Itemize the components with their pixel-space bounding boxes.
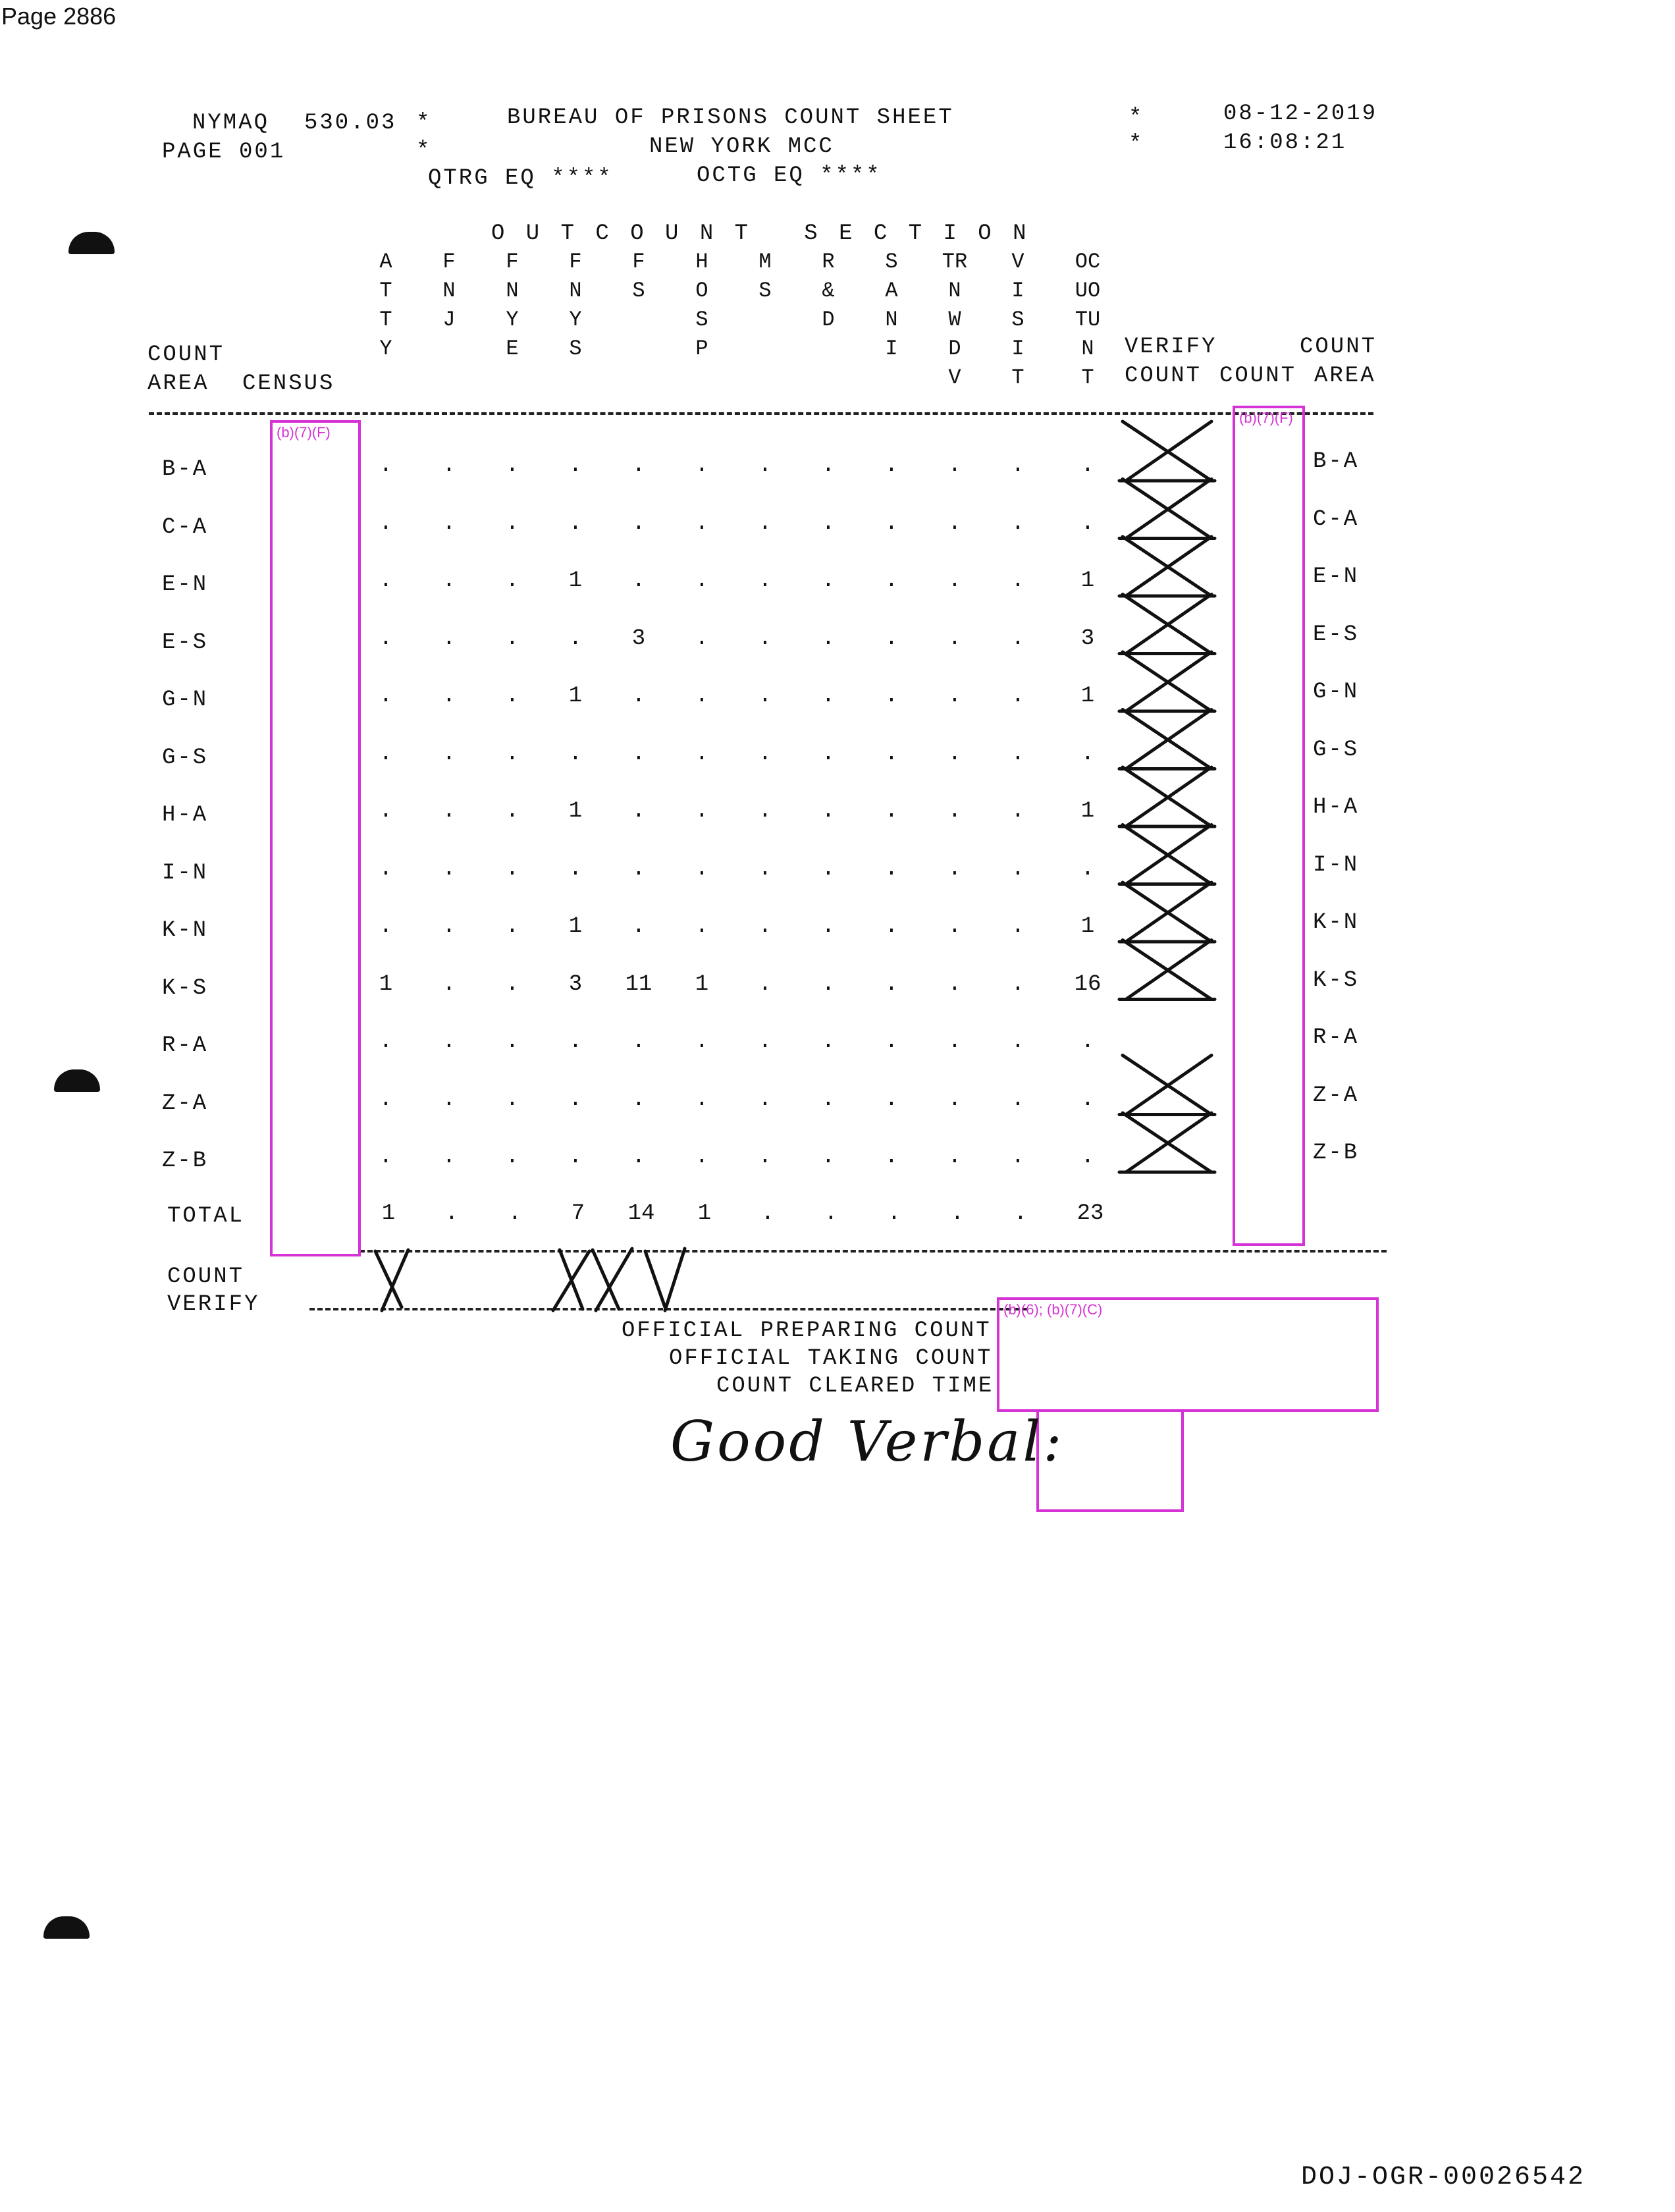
column-header: H O S P: [695, 250, 708, 361]
table-cell: .: [442, 742, 456, 767]
column-header: M S: [758, 250, 772, 303]
count-header: COUNT: [147, 342, 225, 367]
table-cell: .: [884, 857, 899, 882]
verify-x-mark: [1119, 710, 1215, 769]
area-right-header: AREA: [1314, 364, 1376, 389]
table-cell: .: [695, 684, 709, 709]
table-cell: .: [568, 453, 583, 478]
table-cell: .: [442, 799, 456, 824]
total-cell: 1: [697, 1201, 712, 1226]
table-cell: .: [695, 511, 709, 536]
table-cell: .: [1011, 626, 1025, 651]
table-cell: .: [1080, 1029, 1095, 1054]
table-cell: .: [568, 857, 583, 882]
census-redaction: [270, 420, 361, 1256]
table-cell: .: [1011, 857, 1025, 882]
verify-x-mark: [1119, 537, 1215, 596]
verify-x-mark: [1119, 421, 1215, 481]
table-cell: .: [695, 799, 709, 824]
star: *: [1129, 132, 1144, 157]
octg-eq: OCTG EQ ****: [697, 163, 882, 188]
total-cell: 14: [627, 1201, 655, 1226]
redaction-code: (b)(7)(F): [1239, 410, 1293, 426]
total-cell: .: [760, 1201, 775, 1226]
table-cell: .: [631, 511, 646, 536]
table-cell: .: [947, 1087, 962, 1112]
table-cell: .: [379, 626, 393, 651]
table-cell: .: [505, 1087, 519, 1112]
column-header: A T T Y: [379, 250, 392, 361]
table-cell: .: [379, 857, 393, 882]
table-cell: .: [505, 1145, 519, 1170]
table-cell: .: [379, 799, 393, 824]
area-header: AREA: [147, 371, 209, 396]
date: 08-12-2019: [1223, 101, 1378, 126]
verify-header: VERIFY: [1125, 335, 1217, 360]
table-cell: .: [947, 626, 962, 651]
table-cell: 3: [568, 972, 583, 997]
table-cell: .: [821, 568, 836, 593]
table-cell: 3: [1080, 626, 1095, 651]
table-cell: .: [695, 1029, 709, 1054]
table-cell: .: [758, 684, 772, 709]
column-header: OC UO TU N T: [1075, 250, 1101, 390]
verify-x-mark: [1119, 825, 1215, 884]
row-area-label-right: K-N: [1313, 910, 1360, 935]
table-cell: .: [1080, 857, 1095, 882]
table-cell: .: [884, 799, 899, 824]
table-cell: .: [821, 1029, 836, 1054]
row-area-label: K-S: [162, 976, 209, 1001]
verify-x-mark: [1119, 1113, 1215, 1172]
table-cell: .: [442, 1029, 456, 1054]
table-cell: .: [821, 1145, 836, 1170]
row-area-label: I-N: [162, 861, 209, 886]
table-cell: .: [379, 742, 393, 767]
table-cell: .: [442, 568, 456, 593]
star: *: [416, 138, 432, 163]
column-header: TR N W D V: [942, 250, 968, 390]
table-cell: .: [442, 914, 456, 939]
table-cell: .: [884, 684, 899, 709]
table-cell: .: [631, 684, 646, 709]
row-area-label-right: G-S: [1313, 738, 1360, 763]
table-cell: .: [568, 626, 583, 651]
table-cell: .: [505, 972, 519, 997]
table-cell: .: [379, 1029, 393, 1054]
row-area-label-right: E-N: [1313, 564, 1360, 589]
count-redaction: [1233, 406, 1305, 1246]
table-cell: .: [695, 568, 709, 593]
table-cell: .: [695, 914, 709, 939]
bates-number: DOJ-OGR-00026542: [1301, 2163, 1586, 2192]
total-cell: .: [1013, 1201, 1028, 1226]
table-cell: .: [379, 1145, 393, 1170]
table-cell: 11: [625, 972, 652, 997]
table-cell: .: [631, 568, 646, 593]
handwritten-note: Good Verbal:: [670, 1409, 1065, 1474]
table-cell: .: [442, 1145, 456, 1170]
table-cell: .: [505, 857, 519, 882]
row-area-label: E-S: [162, 630, 209, 655]
table-cell: .: [1011, 1087, 1025, 1112]
table-cell: .: [758, 742, 772, 767]
column-header: R & D: [822, 250, 835, 332]
table-cell: .: [442, 1087, 456, 1112]
table-cell: .: [758, 626, 772, 651]
table-cell: .: [758, 568, 772, 593]
table-cell: .: [1011, 914, 1025, 939]
table-cell: .: [442, 684, 456, 709]
table-cell: .: [505, 453, 519, 478]
table-cell: .: [821, 857, 836, 882]
table-cell: .: [758, 914, 772, 939]
table-cell: .: [442, 626, 456, 651]
table-cell: .: [1080, 453, 1095, 478]
table-cell: .: [505, 914, 519, 939]
row-area-label: G-S: [162, 745, 209, 770]
table-cell: .: [947, 857, 962, 882]
table-cell: .: [1011, 511, 1025, 536]
table-cell: .: [884, 1087, 899, 1112]
table-cell: .: [1080, 742, 1095, 767]
redaction-code: (b)(7)(F): [277, 424, 331, 441]
table-cell: .: [758, 1145, 772, 1170]
row-area-label-right: Z-A: [1313, 1083, 1360, 1108]
verify-x-mark: [1119, 940, 1215, 1000]
sheet-title: BUREAU OF PRISONS COUNT SHEET: [507, 105, 954, 130]
table-cell: 1: [568, 914, 583, 939]
table-cell: .: [1011, 1145, 1025, 1170]
table-cell: .: [1011, 972, 1025, 997]
row-area-label-right: Z-B: [1313, 1141, 1360, 1166]
table-cell: .: [631, 1029, 646, 1054]
table-cell: .: [821, 511, 836, 536]
table-cell: .: [758, 799, 772, 824]
table-cell: .: [379, 914, 393, 939]
table-cell: .: [758, 453, 772, 478]
table-cell: .: [1011, 742, 1025, 767]
row-area-label-right: R-A: [1313, 1025, 1360, 1050]
table-cell: .: [758, 511, 772, 536]
column-header: F N J: [442, 250, 456, 332]
table-cell: .: [379, 511, 393, 536]
table-cell: .: [379, 568, 393, 593]
table-cell: .: [631, 742, 646, 767]
table-cell: .: [947, 511, 962, 536]
row-area-label: K-N: [162, 918, 209, 943]
row-area-label: G-N: [162, 688, 209, 713]
table-cell: .: [947, 972, 962, 997]
count-area-header-top: COUNT: [1300, 335, 1377, 360]
verify-x-mark: [1119, 882, 1215, 942]
column-header: V I S I T: [1011, 250, 1024, 390]
table-cell: .: [568, 1087, 583, 1112]
count-verify-marks: [356, 1245, 751, 1317]
verify-x-mark: [1119, 1056, 1215, 1115]
verify-x-mark: [1119, 767, 1215, 826]
table-cell: .: [505, 684, 519, 709]
row-area-label-right: H-A: [1313, 795, 1360, 820]
table-cell: .: [758, 1029, 772, 1054]
table-cell: .: [631, 914, 646, 939]
table-cell: .: [1011, 568, 1025, 593]
table-cell: 1: [1080, 568, 1095, 593]
table-cell: 1: [1080, 684, 1095, 709]
census-header: CENSUS: [242, 371, 335, 396]
row-area-label: C-A: [162, 515, 209, 540]
table-cell: .: [884, 742, 899, 767]
table-cell: .: [379, 453, 393, 478]
table-cell: .: [884, 914, 899, 939]
count-verify-label-1: COUNT: [167, 1264, 245, 1289]
table-cell: .: [821, 684, 836, 709]
table-cell: .: [379, 1087, 393, 1112]
table-cell: .: [1080, 1087, 1095, 1112]
table-cell: 1: [568, 568, 583, 593]
column-header: F N Y E: [506, 250, 519, 361]
version: 530.03: [304, 111, 397, 136]
table-cell: .: [695, 857, 709, 882]
page-label: Page 2886: [1, 3, 117, 30]
table-cell: .: [821, 914, 836, 939]
table-cell: .: [884, 972, 899, 997]
verify-x-mark: [1119, 595, 1215, 654]
table-cell: .: [1011, 799, 1025, 824]
verify-x-mark: [1119, 479, 1215, 539]
column-header: F S: [632, 250, 645, 303]
table-cell: .: [1011, 453, 1025, 478]
officials-redaction: [997, 1297, 1379, 1412]
table-cell: 1: [568, 684, 583, 709]
table-cell: .: [947, 914, 962, 939]
total-cell: .: [887, 1201, 901, 1226]
total-cell: .: [444, 1201, 459, 1226]
row-area-label-right: B-A: [1313, 449, 1360, 474]
table-cell: .: [442, 857, 456, 882]
row-area-label: R-A: [162, 1033, 209, 1058]
total-cell: .: [950, 1201, 965, 1226]
verify-x-mark: [1119, 652, 1215, 711]
table-cell: .: [631, 453, 646, 478]
table-cell: .: [947, 1029, 962, 1054]
qtrg-eq: QTRG EQ ****: [428, 166, 613, 191]
row-area-label: Z-A: [162, 1091, 209, 1116]
total-cell: 1: [381, 1201, 396, 1226]
table-cell: .: [884, 568, 899, 593]
table-cell: .: [379, 684, 393, 709]
column-header: F N Y S: [569, 250, 582, 361]
total-cell: 23: [1077, 1201, 1104, 1226]
table-cell: .: [1080, 511, 1095, 536]
total-cell: .: [824, 1201, 838, 1226]
official-preparing-count: OFFICIAL PREPARING COUNT: [622, 1318, 992, 1343]
page-number: PAGE 001: [162, 140, 286, 165]
row-area-label-right: C-A: [1313, 507, 1360, 532]
scan-blot: [43, 1916, 90, 1939]
table-cell: .: [631, 1145, 646, 1170]
table-cell: .: [947, 453, 962, 478]
table-cell: .: [884, 626, 899, 651]
table-cell: .: [695, 742, 709, 767]
system-code: NYMAQ: [192, 111, 270, 136]
table-cell: .: [505, 511, 519, 536]
row-area-label: H-A: [162, 803, 209, 828]
table-cell: .: [631, 857, 646, 882]
table-cell: .: [821, 799, 836, 824]
table-cell: .: [568, 511, 583, 536]
row-area-label-right: K-S: [1313, 968, 1360, 993]
table-cell: .: [758, 1087, 772, 1112]
table-cell: .: [695, 1145, 709, 1170]
star: *: [1129, 105, 1144, 130]
row-area-label-right: E-S: [1313, 622, 1360, 647]
table-cell: 16: [1074, 972, 1102, 997]
table-cell: .: [695, 626, 709, 651]
table-cell: .: [821, 626, 836, 651]
table-cell: .: [695, 1087, 709, 1112]
table-cell: .: [442, 511, 456, 536]
row-area-label: Z-B: [162, 1148, 209, 1173]
table-cell: .: [884, 511, 899, 536]
table-cell: .: [1011, 684, 1025, 709]
total-cell: 7: [571, 1201, 585, 1226]
row-area-label-right: I-N: [1313, 853, 1360, 878]
table-cell: .: [947, 1145, 962, 1170]
table-cell: .: [568, 1145, 583, 1170]
table-cell: .: [821, 972, 836, 997]
table-cell: .: [505, 568, 519, 593]
official-taking-count: OFFICIAL TAKING COUNT: [669, 1346, 993, 1371]
table-cell: .: [442, 453, 456, 478]
table-cell: .: [821, 742, 836, 767]
facility: NEW YORK MCC: [649, 134, 834, 159]
count-verify-label-2: VERIFY: [167, 1292, 260, 1317]
table-cell: .: [505, 742, 519, 767]
table-cell: .: [505, 1029, 519, 1054]
table-cell: .: [947, 742, 962, 767]
table-cell: .: [947, 684, 962, 709]
row-area-label: B-A: [162, 457, 209, 482]
star: *: [416, 111, 432, 136]
scan-blot: [54, 1069, 100, 1092]
count-count-header: COUNT: [1219, 364, 1297, 389]
time: 16:08:21: [1223, 130, 1347, 155]
table-cell: .: [568, 742, 583, 767]
table-cell: .: [631, 799, 646, 824]
total-label: TOTAL: [167, 1204, 245, 1229]
table-cell: .: [947, 799, 962, 824]
table-cell: 1: [379, 972, 393, 997]
table-cell: .: [884, 1145, 899, 1170]
redaction-code: (b)(6); (b)(7)(C): [1003, 1301, 1103, 1318]
row-area-label-right: G-N: [1313, 680, 1360, 705]
column-header: S A N I: [885, 250, 898, 361]
table-cell: .: [821, 453, 836, 478]
table-cell: .: [505, 799, 519, 824]
count-cleared-time: COUNT CLEARED TIME: [716, 1374, 994, 1399]
table-cell: .: [758, 857, 772, 882]
scan-blot: [68, 232, 115, 254]
table-cell: .: [1011, 1029, 1025, 1054]
table-cell: 3: [631, 626, 646, 651]
table-cell: .: [442, 972, 456, 997]
table-cell: .: [821, 1087, 836, 1112]
total-cell: .: [508, 1201, 522, 1226]
table-cell: 1: [1080, 914, 1095, 939]
table-cell: 1: [695, 972, 709, 997]
verify-count-header: COUNT: [1125, 364, 1202, 389]
row-area-label: E-N: [162, 572, 209, 597]
section-title: O U T C O U N T S E C T I O N: [491, 221, 1030, 246]
table-cell: .: [695, 453, 709, 478]
table-cell: .: [505, 626, 519, 651]
table-cell: .: [631, 1087, 646, 1112]
table-cell: .: [884, 1029, 899, 1054]
table-cell: .: [947, 568, 962, 593]
table-cell: 1: [1080, 799, 1095, 824]
table-cell: .: [568, 1029, 583, 1054]
table-cell: .: [758, 972, 772, 997]
table-cell: .: [884, 453, 899, 478]
verify-marks: [1113, 415, 1225, 1185]
table-cell: 1: [568, 799, 583, 824]
table-cell: .: [1080, 1145, 1095, 1170]
